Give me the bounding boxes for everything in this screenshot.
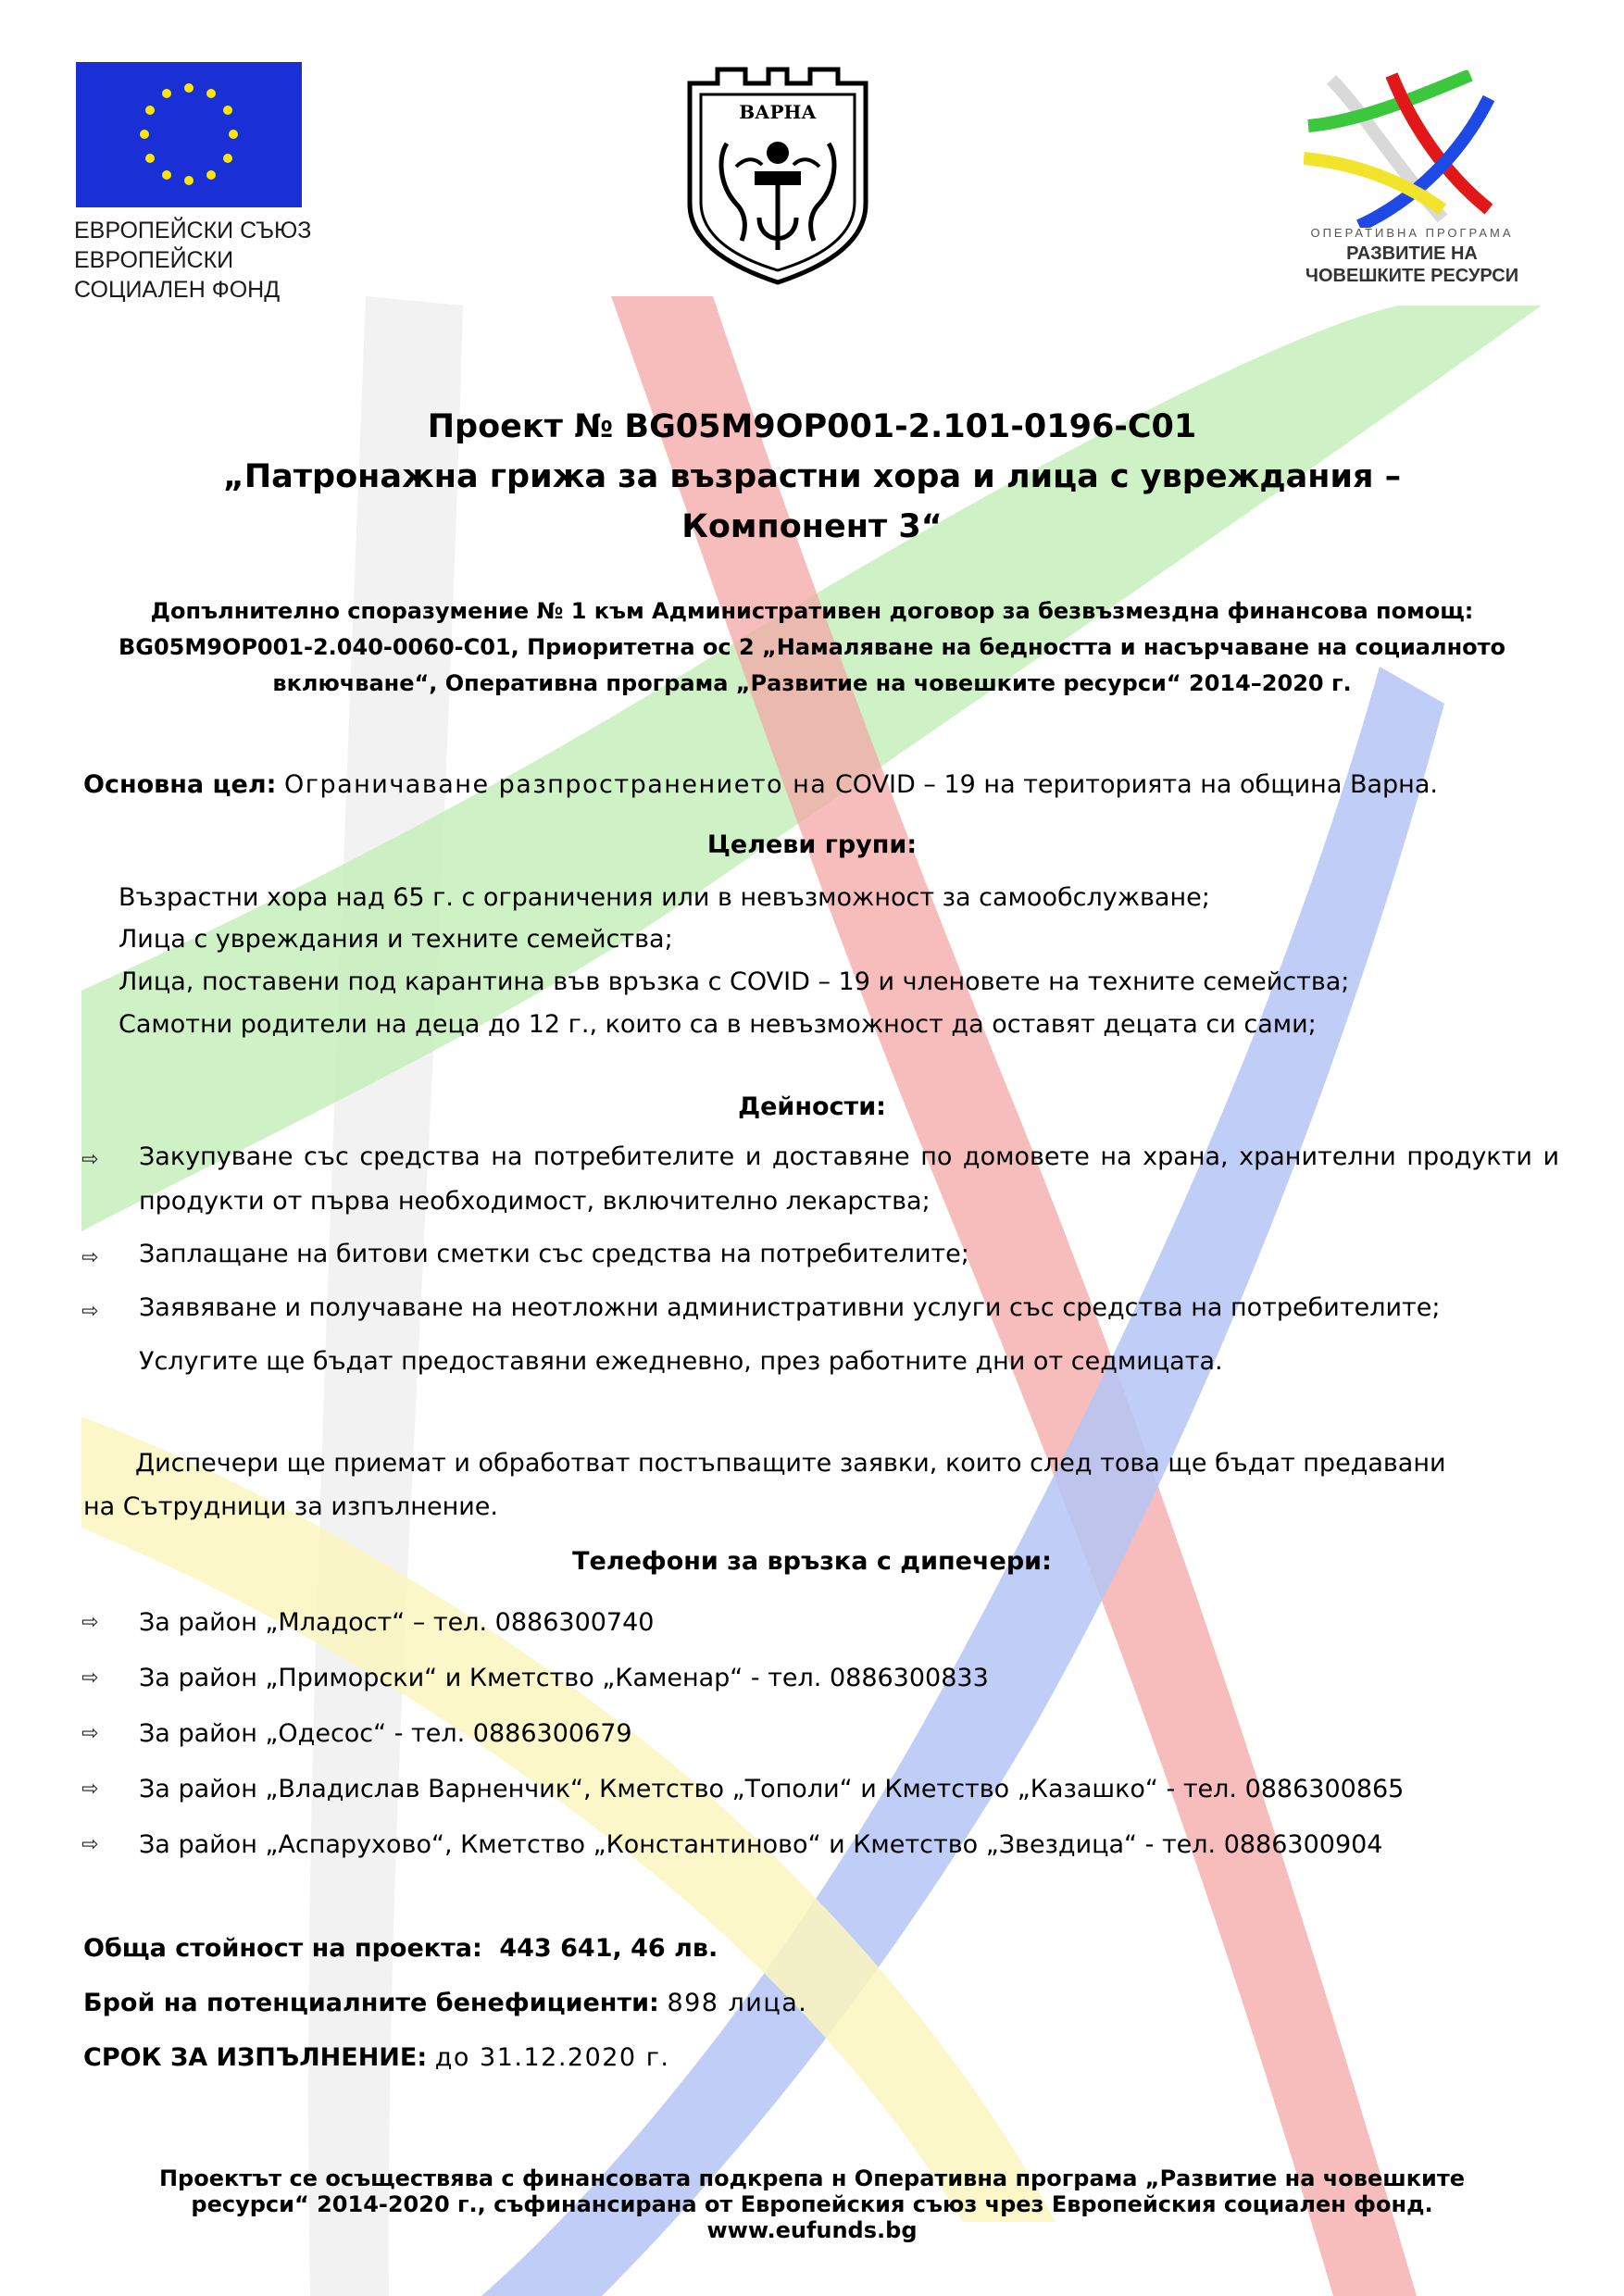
eu-caption-line-2: ЕВРОПЕЙСКИ (74, 247, 234, 273)
activities-heading: Дейности: (738, 1092, 886, 1121)
project-name-line-2: Компонент 3“ (681, 508, 943, 545)
total-value-row (83, 1930, 718, 1967)
op-caption-line-2: ЧОВЕШКИТЕ РЕСУРСИ (1305, 266, 1519, 286)
activity-item: Закупуване със средства на потребителите и доставяне по домовете на храна, хранителни продукти и продукти от първа необходимост, включително лекарства; (139, 1142, 1559, 1216)
activity-item: Заявяване и получаване на неотложни административни услуги със средства на потребителите; (139, 1293, 1441, 1322)
dispatch-line-1: Диспечери ще приемат и обработват постъпващите заявки, които след това ще бъдат предавани (135, 1449, 1446, 1478)
target-groups-heading: Целеви групи: (706, 830, 918, 859)
total-value-amount: 443 641, 46 лв. (499, 1934, 718, 1963)
right-arrow-icon: ⇨ (81, 1148, 99, 1171)
target-group-item: Лица с увреждания и техните семейства; (119, 925, 673, 954)
right-arrow-icon: ⇨ (81, 1611, 99, 1634)
services-note: Услугите ще бъдат предоставяни ежедневно, през работните дни от седмицата. (139, 1347, 1223, 1376)
beneficiaries-row (83, 1985, 807, 2022)
deadline-row (83, 2040, 669, 2077)
phone-item: За район „Одесос“ - тел. 0886300679 (139, 1719, 632, 1748)
eu-flag-logo (76, 62, 302, 207)
target-group-item: Възрастни хора над 65 г. с ограничения или в невъзможност за самообслужване; (119, 883, 1210, 912)
right-arrow-icon: ⇨ (81, 1778, 99, 1801)
op-logo-small-caption: ОПЕРАТИВНА ПРОГРАМА (1310, 226, 1514, 240)
op-hrd-logo (1304, 70, 1517, 228)
project-title (83, 402, 1541, 552)
footer-line-2: ресурси“ 2014-2020 г., съфинансирана от Европейския съюз чрез Европейския социален фонд. (191, 2191, 1433, 2217)
main-goal-text: COVID – 19 на територията на община Варна. (834, 770, 1438, 799)
right-arrow-icon: ⇨ (81, 1300, 99, 1323)
phone-item: За район „Приморски“ и Кметство „Каменар“ - тел. 0886300833 (139, 1664, 989, 1692)
varna-crest-logo (681, 65, 875, 287)
target-group-item: Лица, поставени под карантина във връзка с COVID – 19 и членовете на техните семейства; (119, 967, 1350, 996)
eu-caption-line-3: СОЦИАЛЕН ФОНД (74, 277, 281, 303)
footer-link: www.eufunds.bg (706, 2217, 918, 2243)
right-arrow-icon: ⇨ (81, 1246, 99, 1269)
deadline-label: СРОК ЗА ИЗПЪЛНЕНИЕ: (83, 2043, 428, 2072)
beneficiaries-label: Брой на потенциалните бенефициенти: (83, 1989, 659, 2017)
crest-label: ВАРНА (739, 101, 817, 123)
phone-item: За район „Младост“ – тел. 0886300740 (139, 1608, 655, 1637)
main-goal-text-spaced: Ограничаване разпространението на (284, 770, 828, 799)
main-goal-label: Основна цел: (83, 770, 277, 799)
dispatch-line-2: на Сътрудници за изпълнение. (83, 1492, 498, 1521)
footer-line-1: Проектът се осъществява с финансовата подкрепа н Оперативна програма „Развитие на човешките (158, 2165, 1466, 2191)
eu-caption-line-1: ЕВРОПЕЙСКИ СЪЮЗ (74, 218, 312, 243)
project-number: Проект № BG05M9OP001-2.101-0196-C01 (427, 408, 1197, 445)
deadline-value: до 31.12.2020 г. (434, 2043, 670, 2072)
phone-item: За район „Аспарухово“, Кметство „Константиново“ и Кметство „Звездица“ - тел. 0886300904 (139, 1830, 1383, 1859)
beneficiaries-value: 898 лица. (667, 1989, 808, 2017)
main-goal (83, 767, 1438, 804)
eu-logo-caption (74, 216, 311, 305)
right-arrow-icon: ⇨ (81, 1833, 99, 1856)
funding-footer (83, 2165, 1541, 2243)
agreement-paragraph (83, 593, 1541, 702)
project-name-line-1: „Патронажна грижа за възрастни хора и лица с увреждания – (222, 458, 1402, 495)
phone-item: За район „Владислав Варненчик“, Кметство „Тополи“ и Кметство „Казашко“ - тел. 0886300865 (139, 1775, 1405, 1803)
phones-heading: Телефони за връзка с дипечери: (572, 1547, 1052, 1576)
total-value-label: Обща стойност на проекта: (83, 1934, 482, 1963)
agreement-line-1: Допълнително споразумение № 1 към Административен договор за безвъзмездна финансова помощ: (150, 598, 1474, 624)
agreement-line-3: включване“, Оперативна програма „Развитие на човешките ресурси“ 2014–2020 г. (272, 670, 1352, 696)
agreement-line-2: BG05M9OP001-2.040-0060-C01, Приоритетна ос 2 „Намаляване на бедността и насърчаване на социалното (118, 634, 1506, 660)
activity-item: Заплащане на битови сметки със средства на потребителите; (139, 1240, 969, 1268)
right-arrow-icon: ⇨ (81, 1722, 99, 1745)
op-logo-big-caption (1273, 243, 1551, 287)
right-arrow-icon: ⇨ (81, 1666, 99, 1690)
target-group-item: Самотни родители на деца до 12 г., които са в невъзможност да оставят децата си сами; (119, 1010, 1317, 1039)
op-caption-line-1: РАЗВИТИЕ НА (1346, 243, 1478, 264)
